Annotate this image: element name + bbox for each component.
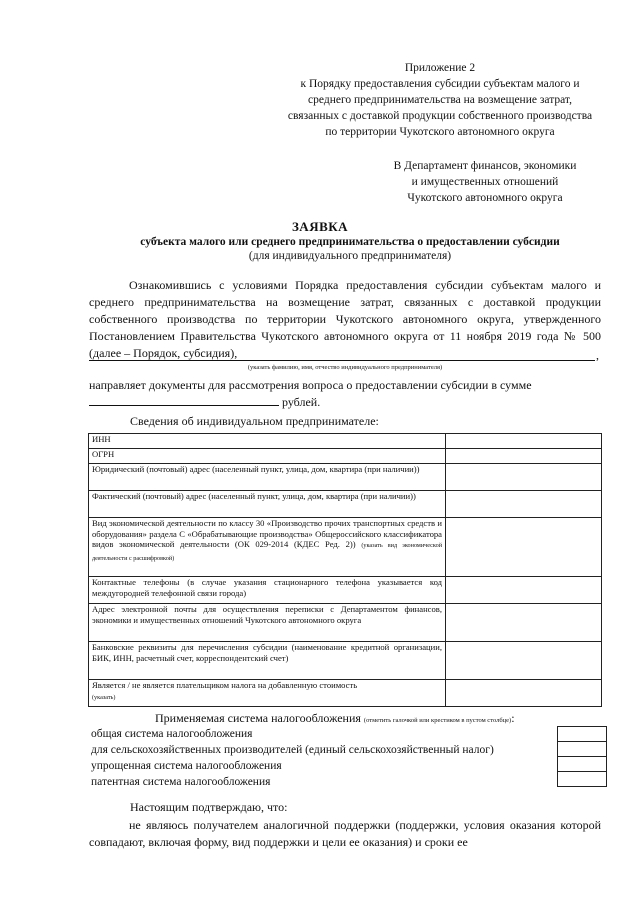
tax-title: Применяемая система налогообложения (отметить галочкой или крестиком в пустом столбце): — [155, 711, 515, 725]
appendix-line: среднего предпринимательства на возмещение затрат, — [308, 94, 572, 106]
addressee-line: и имущественных отношений — [411, 176, 559, 188]
row-value-cell[interactable] — [446, 464, 602, 491]
table-row — [89, 604, 602, 642]
fio-input-line[interactable] — [89, 360, 595, 361]
row-value-cell[interactable] — [446, 491, 602, 518]
tax-checkbox-general[interactable] — [557, 726, 607, 742]
tax-checkbox-agricultural[interactable] — [557, 741, 607, 757]
fio-comma: , — [596, 348, 599, 362]
intro-text: Ознакомившись с условиями Порядка предоставления субсидии субъектам малого и среднего предпринимательства на возмещение затрат, связанных с доставкой продукции собственного производства по территории Чукотского автономного округа, утвержденного Постановлением Правительства Чукотского автономного округа от 11 ноября 2019 года № 500 (далее – Порядок, субсидия), — [89, 278, 601, 360]
row-note: (указать) — [92, 693, 116, 701]
tax-option-label: для сельскохозяйственных производителей (единый сельскохозяйственный налог) — [91, 744, 494, 756]
tax-checkbox-patent[interactable] — [557, 771, 607, 787]
row-value-cell[interactable] — [446, 577, 602, 604]
row-label: Банковские реквизиты для перечисления субсидии (наименование кредитной организации, БИК, ИНН, расчетный счет, корреспондентский счет) — [89, 642, 446, 680]
tax-options — [91, 726, 494, 790]
tax-option-label: общая система налогообложения — [91, 728, 253, 740]
tax-note: (отметить галочкой или крестиком в пустом столбце) — [363, 717, 512, 724]
appendix-header — [270, 60, 610, 140]
appendix-line: Приложение 2 — [404, 62, 476, 74]
row-label: Фактический (почтовый) адрес (населенный пункт, улица, дом, квартира (при наличии)) — [89, 491, 446, 518]
info-title: Сведения об индивидуальном предпринимателе: — [130, 414, 379, 428]
sends-text: направляет документы для рассмотрения вопроса о предоставлении субсидии в сумме — [89, 378, 532, 392]
row-label: Вид экономической деятельности по классу 30 «Производство прочих транспортных средств и оборудования» раздела С «Обрабатывающие производства» Общероссийского классификатора видов экономической деятельности (ОК 029-2014 (КДЕС Ред. 2)) (указать вид экономической деятельности с расшифровкой) — [89, 518, 446, 577]
tax-option-label: упрощенная система налогообложения — [91, 760, 282, 772]
row-label: Юридический (почтовый) адрес (населенный пункт, улица, дом, квартира (при наличии)) — [89, 464, 446, 491]
table-row — [89, 518, 602, 577]
info-table — [88, 433, 602, 707]
row-value-cell[interactable] — [446, 449, 602, 464]
row-value-cell[interactable] — [446, 434, 602, 449]
table-row — [89, 449, 602, 464]
row-value-cell[interactable] — [446, 642, 602, 680]
table-row — [89, 680, 602, 707]
row-label: ОГРН — [89, 449, 446, 464]
document-subtitle-note: (для индивидуального предпринимателя) — [248, 250, 452, 262]
addressee-block — [370, 158, 600, 206]
table-row — [89, 642, 602, 680]
appendix-line: связанных с доставкой продукции собственного производства — [287, 110, 593, 122]
table-row — [89, 464, 602, 491]
intro-paragraph — [89, 277, 601, 362]
row-label: Контактные телефоны (в случае указания стационарного телефона указывается код междугородней телефонной связи города) — [89, 577, 446, 604]
confirm-title: Настоящим подтверждаю, что: — [130, 800, 288, 814]
addressee-line: В Департамент финансов, экономики — [393, 160, 577, 172]
table-row — [89, 491, 602, 518]
row-note: (указать вид экономической деятельности с расшифровкой) — [92, 542, 443, 562]
amount-input-line[interactable] — [89, 394, 279, 406]
fio-caption: (указать фамилию, имя, отчество индивидуального предпринимателя) — [247, 364, 443, 371]
confirm-paragraph: не являюсь получателем аналогичной поддержки (поддержки, условия оказания которой совпадают, включая форму, вид поддержки и цели ее оказания) и сроки ее — [89, 818, 601, 849]
row-value-cell[interactable] — [446, 680, 602, 707]
row-label: Адрес электронной почты для осуществления переписки с Департаментом финансов, экономики и имущественных отношений Чукотского автономного округа — [89, 604, 446, 642]
appendix-line: по территории Чукотского автономного округа — [325, 126, 555, 138]
document-title: ЗАЯВКА — [291, 219, 349, 234]
table-row — [89, 434, 602, 449]
tax-checkbox-simplified[interactable] — [557, 756, 607, 772]
document-subtitle: субъекта малого или среднего предпринимательства о предоставлении субсидии — [140, 236, 560, 248]
row-value-cell[interactable] — [446, 518, 602, 577]
row-value-cell[interactable] — [446, 604, 602, 642]
addressee-line: Чукотского автономного округа — [407, 192, 563, 204]
row-label: Является / не является плательщиком налога на добавленную стоимость (указать) — [89, 680, 446, 707]
table-row — [89, 577, 602, 604]
appendix-line: к Порядку предоставления субсидии субъектам малого и — [300, 78, 580, 90]
sends-paragraph — [89, 377, 601, 411]
sends-currency: рублей. — [282, 395, 321, 409]
row-label: ИНН — [89, 434, 446, 449]
tax-option-label: патентная система налогообложения — [91, 776, 271, 788]
